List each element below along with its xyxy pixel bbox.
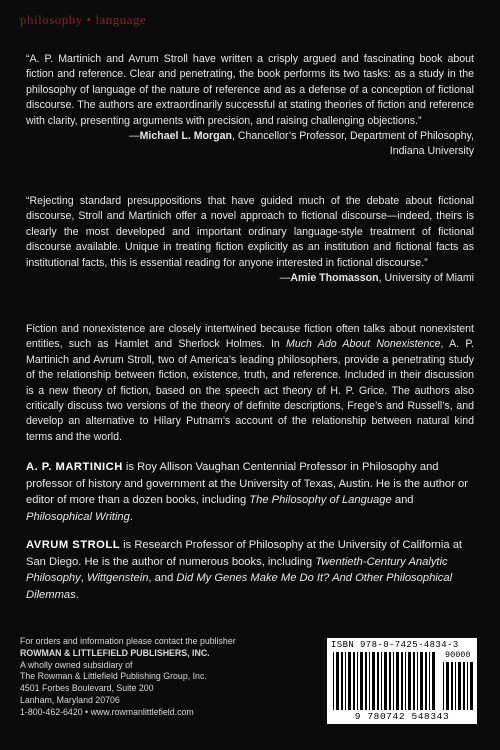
parent-company: The Rowman & Littlefield Publishing Group, Inc. [20,671,207,682]
barcode-bar [345,652,346,710]
barcode-bar [458,662,461,710]
barcode-bar [372,652,375,710]
barcode-bar [413,652,415,710]
author-name-stroll: AVRUM STROLL [26,539,121,551]
barcode-bar [381,652,382,710]
book-title: Philosophical Writing [26,510,130,523]
price-barcode-bars [443,662,473,710]
book-title: Twentieth-Century Analytic Philosophy [26,555,448,584]
isbn-number: ISBN 978-0-7425-4834-3 [331,640,459,650]
barcode-bar [377,652,379,710]
barcode-bar [348,652,351,710]
barcode-bar [467,662,468,710]
barcode-bar [333,652,334,710]
endorsement-quote-1 [26,52,474,160]
barcode-bar [405,652,406,710]
price-code: 90000 [445,650,471,660]
quote-1-author: Michael L. Morgan [139,130,232,143]
book-title: Much Ado About Nonexistence [286,338,441,351]
quote-2-affiliation: , University of Miami [378,272,474,285]
quote-1-attribution [26,129,474,160]
description-part-2: , A. P. Martinich and Avrum Stroll, two of America’s leading philosophers, provide a penetrating study of the relationship between fiction, existence, truth, and reference. Included in their discussion is a new theory of fiction, based on the speech act theory of H. P. Grice. The authors also critically discuss two versions of the theory of definite descriptions, Frege’s and Russell’s, and develop an alternative to Hilary Putnam’s account of the relationship between natural kind terms and the world. [26,338,474,443]
quote-2-attribution [280,271,474,286]
quote-1-dash: — [128,130,140,143]
barcode-bar [455,662,456,710]
author-bio-stroll: AVRUM STROLL is Research Professor of Philosophy at the University of California at San Diego. He is the author of numerous books, including Twentieth-Century Analytic Philosophy, Wittgenstein, and Did My Genes Make Me Do It? And Other Philosophical Dilemmas. [26,539,463,601]
subsidiary-line: A wholly owned subsidiary of [20,659,133,670]
category-label: philosophy • language [20,12,147,27]
barcode-bar [429,652,430,710]
barcode-bar [365,652,367,710]
barcode-bar [389,652,391,710]
quote-1-text: “A. P. Martinich and Avrum Stroll have written a crisply argued and fascinating book about fiction and reference. Clear and penetrating, the book performs its two tasks: as a study in the philosophy of language of the nature of reference and as a defense of a conception of fictional discourse. The authors are extraordinarily successful at stating theories of fiction and reference with clarity, presenting arguments with precision, and raising challenging objections.” [26,53,474,127]
barcode-bar [336,652,339,710]
quote-2-author: Amie Thomasson [290,272,379,285]
barcode-bar [369,652,370,710]
endorsement-quote-2 [26,194,474,286]
book-title: Wittgenstein [86,572,149,584]
barcode-bar [432,652,435,710]
barcode-bar [425,652,427,710]
author-bio-martinich: A. P. MARTINICH is Roy Allison Vaughan Centennial Professor in Philosophy and professor of history and government at the University of Texas, Austin. He is the author or editor of more than a dozen books, including The Philosophy of Language and Philosophical Writing. [26,461,468,523]
barcode-bar [396,652,399,710]
barcode-bar [463,662,465,710]
barcode-bar [443,662,444,710]
address-city: Lanham, Maryland 20706 [20,694,120,705]
barcode-bar [393,652,394,710]
quote-1-affiliation-2: Indiana University [389,145,474,158]
ean-digits: 9 780742 548343 [354,711,450,722]
order-info-line: For orders and information please contact the publisher [20,636,236,646]
barcode-bar [470,662,473,710]
barcode-bar [401,652,403,710]
barcode-bar [417,652,418,710]
barcode-bar [408,652,411,710]
address-street: 4501 Forbes Boulevard, Suite 200 [20,683,154,694]
book-title: Did My Genes Make Me Do It? And Other Philosophical Dilemmas [26,572,453,601]
barcode-bar [353,652,355,710]
ean-barcode-bars [333,652,437,710]
isbn-barcode [327,638,477,724]
contact-line: 1-800-462-6420 • www.rowmanlittlefield.com [20,706,194,717]
barcode-bar [451,662,453,710]
barcode-bar [446,662,449,710]
description-part-1: Fiction and nonexistence are closely intertwined because fiction often talks about nonexistent entities, such as Hamlet and Sherlock Holmes. In [26,323,474,351]
barcode-bar [420,652,423,710]
book-description [26,322,474,445]
quote-2-text: “Rejecting standard presuppositions that have guided much of the debate about fictional discourse, Stroll and Martinich offer a novel approach to fictional discourse—indeed, theirs is clearly the most developed and important ordinary language-style treatment of fictional discourse available. Unique in treating fiction explicitly as an institution and fictional facts as institutional facts, this is essential reading for anyone interested in fictional discourse.” [26,195,474,269]
barcode-bar [360,652,363,710]
quote-1-affiliation: , Chancellor’s Professor, Department of Philosophy, [231,130,474,143]
quote-2-dash: — [279,272,291,285]
book-title: The Philosophy of Language [249,494,392,506]
author-name-martinich: A. P. MARTINICH [26,461,123,473]
barcode-bar [341,652,343,710]
barcode-bar [357,652,358,710]
publisher-info [20,636,236,719]
barcode-bar [384,652,387,710]
publisher-name: ROWMAN & LITTLEFIELD PUBLISHERS, INC. [20,647,210,658]
